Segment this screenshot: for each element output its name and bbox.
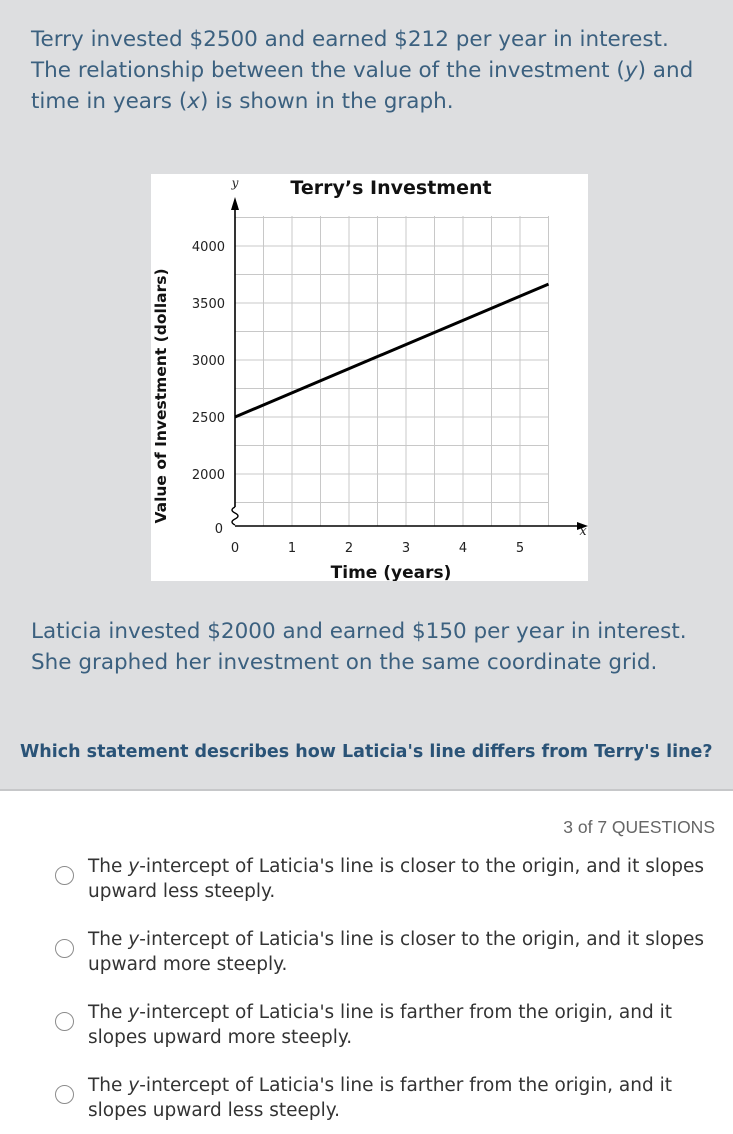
choice-text-segment: -intercept of Laticia's line is closer to the origin, and it slopes upward less steeply. <box>88 856 705 902</box>
y-tick-label: 3000 <box>191 354 225 369</box>
x-axis-letter: x <box>579 524 587 539</box>
answer-choice-1[interactable] <box>52 850 722 910</box>
stem-text-segment: ) is shown in the graph. <box>199 89 454 114</box>
radio-button[interactable] <box>55 1012 74 1031</box>
terry-investment-graph <box>151 174 588 581</box>
answer-choice-text <box>88 854 718 904</box>
x-tick-label: 5 <box>515 541 525 556</box>
choice-text-segment: The <box>88 856 129 877</box>
answer-choice-text <box>88 1073 718 1123</box>
y-tick-label: 3500 <box>191 297 225 312</box>
question-progress: 3 of 7 QUESTIONS <box>563 817 715 837</box>
variable-y: y <box>128 856 140 877</box>
axis-break-symbol <box>232 507 238 525</box>
radio-button[interactable] <box>55 1085 74 1104</box>
y-tick-label: 2000 <box>191 468 225 483</box>
y-tick-label: 4000 <box>191 240 225 255</box>
question-stem-terry <box>31 24 711 117</box>
question-prompt: Which statement describes how Laticia's line differs from Terry's line? <box>20 742 713 762</box>
answer-choice-4[interactable] <box>52 1069 722 1129</box>
y-axis-letter: y <box>231 176 239 190</box>
origin-label: 0 <box>214 522 223 537</box>
variable-y: y <box>128 1002 140 1023</box>
radio-button[interactable] <box>55 866 74 885</box>
y-tick-label: 2500 <box>191 411 225 426</box>
chart-svg <box>151 174 588 581</box>
variable-y: y <box>128 929 140 950</box>
x-tick-label: 4 <box>458 541 468 556</box>
answer-choice-text <box>88 1000 718 1050</box>
question-stem-laticia: Laticia invested $2000 and earned $150 per year in interest. She graphed her investment on the same coordinate grid. <box>31 619 687 675</box>
choice-text-segment: -intercept of Laticia's line is farther from the origin, and it slopes upward less steeply. <box>88 1075 672 1121</box>
x-tick-label: 3 <box>401 541 411 556</box>
x-tick-label: 2 <box>344 541 354 556</box>
variable-y: y <box>624 58 638 83</box>
choice-text-segment: -intercept of Laticia's line is closer to the origin, and it slopes upward more steeply. <box>88 929 705 975</box>
y-axis-title: Value of Investment (dollars) <box>152 268 170 524</box>
chart-title: Terry’s Investment <box>290 177 492 199</box>
variable-x: x <box>187 89 200 114</box>
stem-text-segment: ) and time in years ( <box>31 58 694 114</box>
answer-choice-3[interactable] <box>52 996 722 1056</box>
x-axis-title: Time (years) <box>330 563 452 581</box>
series-line-terry <box>235 284 549 417</box>
variable-y: y <box>128 1075 140 1096</box>
choice-text-segment: The <box>88 929 129 950</box>
choice-text-segment: The <box>88 1075 129 1096</box>
y-axis-arrowhead <box>231 197 239 210</box>
choice-text-segment: The <box>88 1002 129 1023</box>
stem-text-segment: Terry invested $2500 and earned $212 per year in interest. The relationship between the value of the investment ( <box>31 27 669 83</box>
x-tick-label: 0 <box>230 541 240 556</box>
x-tick-label: 1 <box>287 541 297 556</box>
answer-choice-2[interactable] <box>52 923 722 983</box>
radio-button[interactable] <box>55 939 74 958</box>
choice-text-segment: -intercept of Laticia's line is farther from the origin, and it slopes upward more steeply. <box>88 1002 672 1048</box>
answer-choice-text <box>88 927 718 977</box>
